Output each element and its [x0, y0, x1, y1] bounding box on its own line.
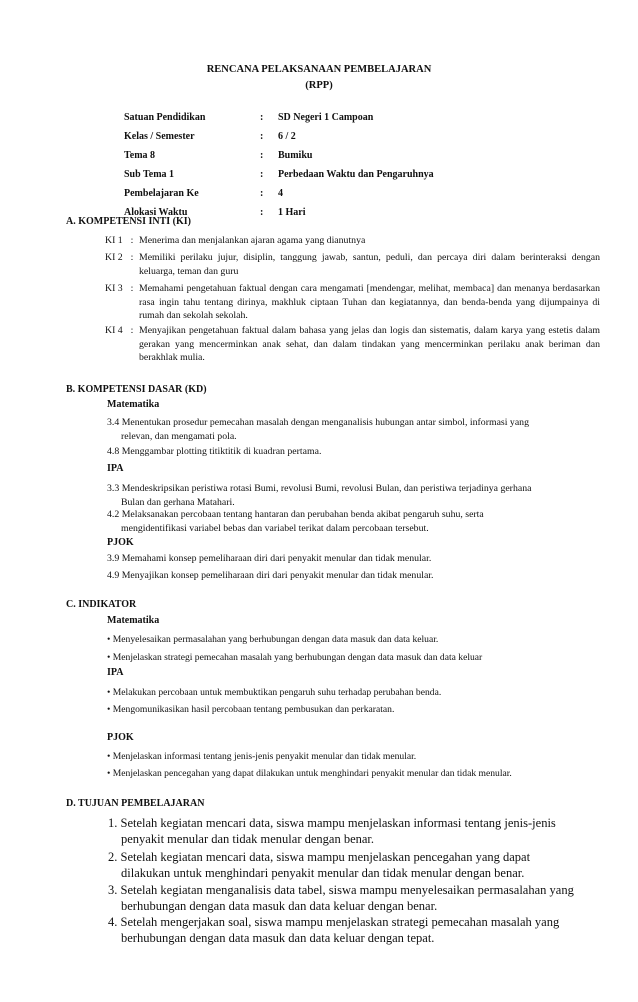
- tujuan-text-cont: berhubungan dengan data masuk dan data keluar dengan tepat.: [121, 930, 435, 945]
- ind-pjok-label: PJOK: [107, 732, 134, 743]
- ki-colon: :: [130, 325, 134, 336]
- identity-value: SD Negeri 1 Campoan: [278, 112, 374, 123]
- indicator-item: • Melakukan percobaan untuk membuktikan pengaruh suhu terhadap perubahan benda.: [107, 687, 442, 698]
- kd-item: [107, 482, 587, 509]
- ind-matematika-label: Matematika: [107, 615, 160, 626]
- kd-item: [107, 416, 587, 443]
- identity-value: Bumiku: [278, 150, 313, 161]
- identity-colon: :: [260, 188, 264, 199]
- indicator-item: • Menjelaskan pencegahan yang dapat dilakukan untuk menghindari penyakit menular dan tidak menular.: [107, 768, 512, 779]
- tujuan-text-cont: dilakukan untuk menghindari penyakit menular dan tidak menular dengan benar.: [121, 865, 525, 880]
- tujuan-text: 2. Setelah kegiatan mencari data, siswa mampu menjelaskan pencegahan yang dapat: [108, 850, 531, 864]
- section-a-heading: A. KOMPETENSI INTI (KI): [66, 216, 192, 227]
- section-b-heading: B. KOMPETENSI DASAR (KD): [66, 384, 207, 395]
- ki-code: KI 2: [105, 252, 123, 263]
- ki-item: [105, 251, 600, 278]
- section-d-heading: D. TUJUAN PEMBELAJARAN: [66, 798, 205, 809]
- ind-ipa-label: IPA: [107, 667, 124, 678]
- identity-row: [124, 169, 558, 188]
- ki-text: Memahami pengetahuan faktual dengan cara mengamati [mendengar, melihat, membaca] dan menanya berdasarkan rasa ingin tahu tentang dirinya, makhluk ciptaan Tuhan dan kegiatannya, dan benda-benda yang dijumpainya di rumah dan sekolah sekolah.: [139, 283, 600, 321]
- kd-text-cont: Bulan dan gerhana Matahari.: [121, 496, 235, 508]
- tujuan-text-cont: penyakit menular dan tidak menular dengan benar.: [121, 831, 375, 846]
- identity-value: 6 / 2: [278, 131, 296, 142]
- ki-code: KI 1: [105, 235, 123, 246]
- kd-pjok-label: PJOK: [107, 537, 134, 548]
- identity-key: Pembelajaran Ke: [124, 188, 199, 199]
- identity-key: Satuan Pendidikan: [124, 112, 206, 123]
- kd-item: [107, 569, 587, 583]
- ki-item: [105, 234, 600, 248]
- kd-text: 4.8 Menggambar plotting titiktitik di kuadran pertama.: [107, 446, 322, 457]
- identity-key: Alokasi Waktu: [124, 207, 188, 218]
- identity-value: 1 Hari: [278, 207, 306, 218]
- document-subtitle: (RPP): [305, 80, 333, 91]
- tujuan-item: [108, 816, 598, 847]
- tujuan-text: 4. Setelah mengerjakan soal, siswa mampu menjelaskan strategi pemecahan masalah yang: [108, 915, 560, 929]
- kd-text: 3.3 Mendeskripsikan peristiwa rotasi Bumi, revolusi Bumi, revolusi Bulan, dan peristiwa terjadinya gerhana: [107, 483, 532, 494]
- identity-colon: :: [260, 150, 264, 161]
- document-title: RENCANA PELAKSANAAN PEMBELAJARAN: [206, 64, 432, 75]
- tujuan-text: 3. Setelah kegiatan menganalisis data tabel, siswa mampu menyelesaikan permasalahan yang: [108, 883, 574, 897]
- indicator-item: • Menyelesaikan permasalahan yang berhubungan dengan data masuk dan data keluar.: [107, 634, 439, 645]
- kd-text: 3.9 Memahami konsep pemeliharaan diri dari penyakit menular dan tidak menular.: [107, 553, 432, 564]
- indicator-item: • Mengomunikasikan hasil percobaan tentang pembusukan dan perkaratan.: [107, 704, 395, 715]
- identity-key: Tema 8: [124, 150, 156, 161]
- ki-colon: :: [130, 235, 134, 246]
- identity-key: Sub Tema 1: [124, 169, 175, 180]
- identity-row: [124, 131, 558, 150]
- ki-item: [105, 282, 600, 323]
- ki-item: [105, 324, 600, 365]
- identity-row: [124, 150, 558, 169]
- kd-text: 4.2 Melaksanakan percobaan tentang hantaran dan perubahan benda akibat pengaruh suhu, serta: [107, 509, 484, 520]
- identity-key: Kelas / Semester: [124, 131, 195, 142]
- tujuan-item: [108, 850, 598, 881]
- kd-item: [107, 552, 587, 566]
- indicator-item: • Menjelaskan informasi tentang jenis-jenis penyakit menular dan tidak menular.: [107, 751, 417, 762]
- identity-row: [124, 112, 558, 131]
- ki-colon: :: [130, 283, 134, 294]
- identity-value: 4: [278, 188, 283, 199]
- ki-text: Memiliki perilaku jujur, disiplin, tanggung jawab, santun, peduli, dan percaya diri dalam berinteraksi dengan keluarga, teman dan guru: [139, 252, 600, 277]
- kd-item: [107, 508, 587, 535]
- kd-text: 3.4 Menentukan prosedur pemecahan masalah dengan menganalisis hubungan antar simbol, informasi yang: [107, 417, 529, 428]
- kd-text: 4.9 Menyajikan konsep pemeliharaan diri dari penyakit menular dan tidak menular.: [107, 570, 434, 581]
- ki-code: KI 3: [105, 283, 123, 294]
- kd-item: [107, 445, 587, 459]
- tujuan-text: 1. Setelah kegiatan mencari data, siswa mampu menjelaskan informasi tentang jenis-jenis: [108, 816, 556, 830]
- identity-row: [124, 188, 558, 207]
- ki-text: Menyajikan pengetahuan faktual dalam bahasa yang jelas dan logis dan sistematis, dalam karya yang estetis dalam gerakan yang mencerminkan anak sehat, dan dalam tindakan yang mencerminkan perilaku anak beriman dan berakhlak mulia.: [139, 325, 600, 363]
- tujuan-item: [108, 915, 598, 946]
- indicator-item: • Menjelaskan strategi pemecahan masalah yang berhubungan dengan data masuk dan data keluar: [107, 652, 483, 663]
- identity-colon: :: [260, 112, 264, 123]
- identity-colon: :: [260, 131, 264, 142]
- section-c-heading: C. INDIKATOR: [66, 599, 137, 610]
- kd-text-cont: mengidentifikasi variabel bebas dan variabel terikat dalam percobaan tersebut.: [121, 522, 429, 534]
- kd-ipa-label: IPA: [107, 463, 124, 474]
- identity-colon: :: [260, 207, 264, 218]
- kd-matematika-label: Matematika: [107, 399, 160, 410]
- ki-text: Menerima dan menjalankan ajaran agama yang dianutnya: [139, 235, 366, 246]
- identity-value: Perbedaan Waktu dan Pengaruhnya: [278, 169, 434, 180]
- ki-code: KI 4: [105, 325, 123, 336]
- tujuan-text-cont: berhubungan dengan data masuk dan data keluar dengan benar.: [121, 898, 438, 913]
- identity-colon: :: [260, 169, 264, 180]
- ki-colon: :: [130, 252, 134, 263]
- identity-table: [124, 112, 558, 226]
- kd-text-cont: relevan, dan mengamati pola.: [121, 430, 237, 442]
- tujuan-item: [108, 883, 598, 914]
